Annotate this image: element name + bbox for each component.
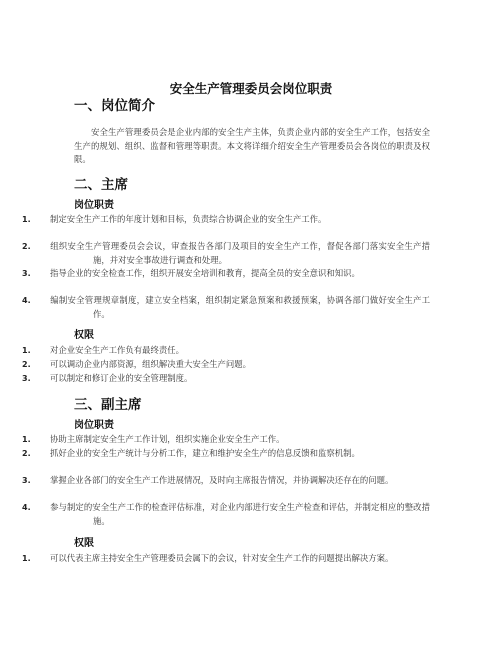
list-text: 抓好企业的安全生产统计与分析工作，建立和维护安全生产的信息反馈和监察机制。 (50, 448, 360, 458)
list-item (22, 358, 430, 372)
list-number: 3. (22, 269, 31, 278)
chairman-rights-heading: 权限 (74, 330, 94, 341)
list-number: 4. (22, 503, 31, 512)
list-text: 掌握企业各部门的安全生产工作进展情况，及时向主席报告情况，并协调解决还存在的问题。 (50, 475, 394, 485)
list-number: 3. (22, 374, 31, 383)
list-number: 3. (22, 476, 31, 485)
vice-duties-heading: 岗位职责 (74, 420, 114, 431)
list-text: 可以代表主席主持安全生产管理委员会属下的会议，针对安全生产工作的问题提出解决方案。 (50, 553, 394, 563)
vice-rights-heading: 权限 (74, 538, 94, 549)
document-title: 安全生产管理委员会岗位职责 (169, 81, 333, 96)
list-text: 协助主席制定安全生产工作计划，组织实施企业安全生产工作。 (50, 434, 285, 444)
list-item (22, 447, 430, 461)
list-text: 编制安全管理规章制度，建立安全档案，组织制定紧急预案和救援预案，协调各部门做好安全生产工作。 (50, 295, 430, 319)
list-number: 1. (22, 215, 31, 224)
list-item (22, 267, 430, 281)
list-item (22, 294, 430, 321)
list-item (22, 240, 430, 267)
list-number: 2. (22, 360, 31, 369)
list-item (22, 433, 430, 447)
list-item (22, 213, 430, 227)
list-item (22, 552, 430, 566)
list-item (22, 372, 430, 386)
list-number: 4. (22, 296, 31, 305)
list-number: 2. (22, 449, 31, 458)
list-text: 指导企业的安全检查工作，组织开展安全培训和教育，提高全员的安全意识和知识。 (50, 268, 360, 278)
list-text: 可以调动企业内部资源，组织解决重大安全生产问题。 (50, 359, 251, 369)
section-heading-vice-chairman: 三、副主席 (74, 397, 142, 413)
list-number: 1. (22, 346, 31, 355)
section-heading-chairman: 二、主席 (74, 177, 128, 193)
chairman-duties-heading: 岗位职责 (74, 200, 114, 211)
list-item (22, 501, 430, 528)
list-number: 1. (22, 435, 31, 444)
list-item (22, 344, 430, 358)
list-text: 组织安全生产管理委员会会议，审查报告各部门及项目的安全生产工作，督促各部门落实安全生产措施，并对安全事故进行调查和处理。 (50, 241, 430, 265)
list-number: 1. (22, 554, 31, 563)
intro-paragraph: 安全生产管理委员会是企业内部的安全生产主体，负责企业内部的安全生产工作，包括安全生产的规划、组织、监督和管理等职责。本文将详细介绍安全生产管理委员会各岗位的职责及权限。 (74, 127, 430, 164)
list-text: 制定安全生产工作的年度计划和目标，负责综合协调企业的安全生产工作。 (50, 214, 327, 224)
list-text: 对企业安全生产工作负有最终责任。 (50, 345, 184, 355)
list-item (22, 474, 430, 488)
list-text: 可以制定和修订企业的安全管理制度。 (50, 373, 193, 383)
list-number: 2. (22, 242, 31, 251)
section-heading-intro: 一、岗位简介 (74, 98, 155, 114)
list-text: 参与制定的安全生产工作的检查评估标准，对企业内部进行安全生产检查和评估，并制定相应的整改措施。 (50, 502, 430, 526)
